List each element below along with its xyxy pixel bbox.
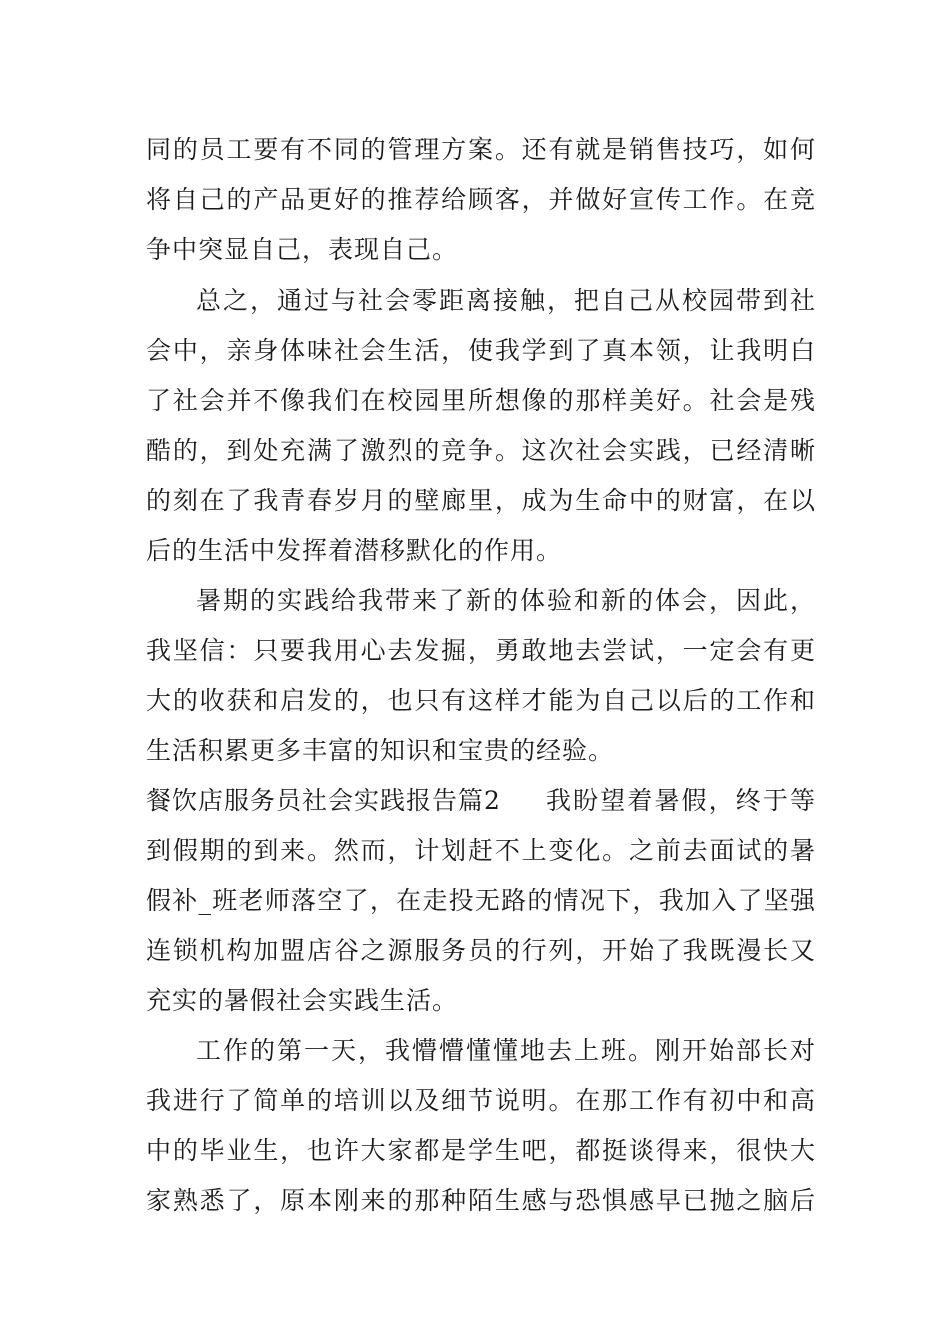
text-line: 假补_班老师落空了，在走投无路的情况下，我加入了坚强 [146, 886, 816, 915]
text-line: 争中突显自己，表现自己。 [146, 235, 459, 264]
section-heading-row [146, 781, 816, 821]
section-title: 餐饮店服务员社会实践报告篇2 [146, 786, 501, 815]
text-line: 酷的，到处充满了激烈的竞争。这次社会实践，已经清晰 [146, 436, 816, 465]
text-line: 充实的暑假社会实践生活。 [146, 986, 459, 1015]
text-line: 会中，亲身体味社会生活，使我学到了真本领，让我明白 [146, 336, 816, 365]
text-line: 大的收获和启发的，也只有这样才能为自己以后的工作和 [146, 686, 816, 715]
text-line: 家熟悉了，原本刚来的那种陌生感与恐惧感早已抛之脑后 [146, 1186, 816, 1215]
text-line: 的刻在了我青春岁月的壁廊里，成为生命中的财富，在以 [146, 486, 816, 515]
text-line: 将自己的产品更好的推荐给顾客，并做好宣传工作。在竞 [146, 185, 816, 214]
text-line: 我坚信：只要我用心去发掘，勇敢地去尝试，一定会有更 [146, 636, 816, 665]
text-line: 总之，通过与社会零距离接触，把自己从校园带到社 [196, 286, 816, 315]
text-line: 后的生活中发挥着潜移默化的作用。 [146, 536, 563, 565]
text-line: 工作的第一天，我懵懵懂懂地去上班。刚开始部长对 [196, 1036, 816, 1065]
text-line: 了社会并不像我们在校园里所想像的那样美好。社会是残 [146, 386, 816, 415]
text-line: 到假期的到来。然而，计划赶不上变化。之前去面试的暑 [146, 836, 816, 865]
text-line: 生活积累更多丰富的知识和宝贵的经验。 [146, 736, 615, 765]
text-line: 中的毕业生，也许大家都是学生吧，都挺谈得来，很快大 [146, 1136, 816, 1165]
text-line: 我盼望着暑假，终于等 [546, 786, 816, 815]
text-line: 同的员工要有不同的管理方案。还有就是销售技巧，如何 [146, 135, 816, 164]
text-line: 连锁机构加盟店谷之源服务员的行列，开始了我既漫长又 [146, 936, 816, 965]
text-line: 我进行了简单的培训以及细节说明。在那工作有初中和高 [146, 1086, 816, 1115]
text-line: 暑期的实践给我带来了新的体验和新的体会，因此， [196, 586, 816, 615]
